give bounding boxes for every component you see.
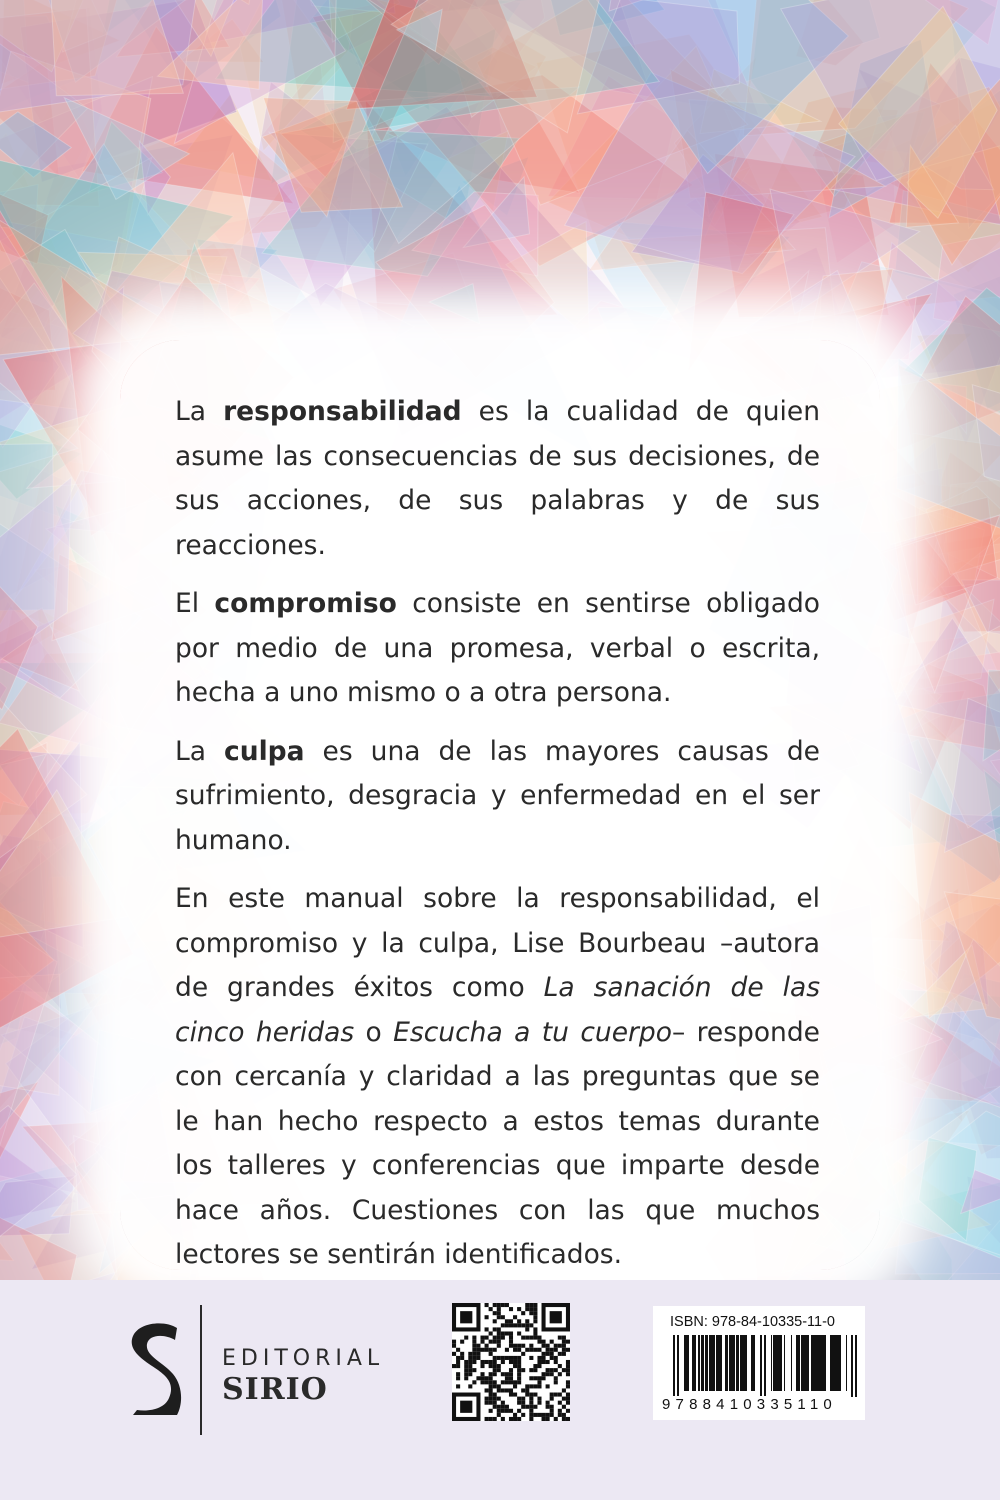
blurb-paragraph-manual: En este manual sobre la responsabilidad, el compromiso y la culpa, Lise Bourbeau –autora de grandes éxitos como La sanación de las cinco heridas o Escucha a tu cuerpo– responde con cercanía y claridad a las preguntas que se le han hecho respecto a estos temas durante los talleres y conferencias que imparte desde hace años. Cuestiones con las que muchos lectores se sentirán identificados. xyxy=(175,883,820,1270)
swan-s-logo-icon xyxy=(125,1320,185,1415)
logo-divider xyxy=(200,1305,202,1435)
blurb-paragraph-culpa: La culpa es una de las mayores causas de sufrimiento, desgracia y enfermedad en el ser humano. xyxy=(175,735,820,856)
blurb-paragraph-responsabilidad: La responsabilidad es la cualidad de quien asume las consecuencias de sus decisiones, de sus acciones, de sus palabras y de sus reacciones. xyxy=(175,396,820,561)
barcode-icon xyxy=(673,1335,859,1397)
blurb xyxy=(175,390,820,1292)
qr-code-icon xyxy=(452,1303,570,1421)
blurb-paragraph-compromiso: El compromiso consiste en sentirse obligado por medio de una promesa, verbal o escrita, hecha a uno mismo o a otra persona. xyxy=(175,588,820,708)
term-responsabilidad: responsabilidad xyxy=(223,396,462,427)
book-title-cinco-heridas: La sanación de las cinco heridas xyxy=(175,972,820,1048)
term-compromiso: compromiso xyxy=(214,588,397,619)
barcode-digits: 9788410335110 xyxy=(662,1396,837,1413)
publisher-line-1: EDITORIAL xyxy=(222,1346,385,1371)
term-culpa: culpa xyxy=(224,735,305,767)
isbn-label: ISBN: 978-84-10335-11-0 xyxy=(670,1314,835,1330)
book-title-escucha-a-tu-cuerpo: Escucha a tu cuerpo xyxy=(393,1016,672,1048)
publisher-line-2: SIRIO xyxy=(222,1372,328,1407)
